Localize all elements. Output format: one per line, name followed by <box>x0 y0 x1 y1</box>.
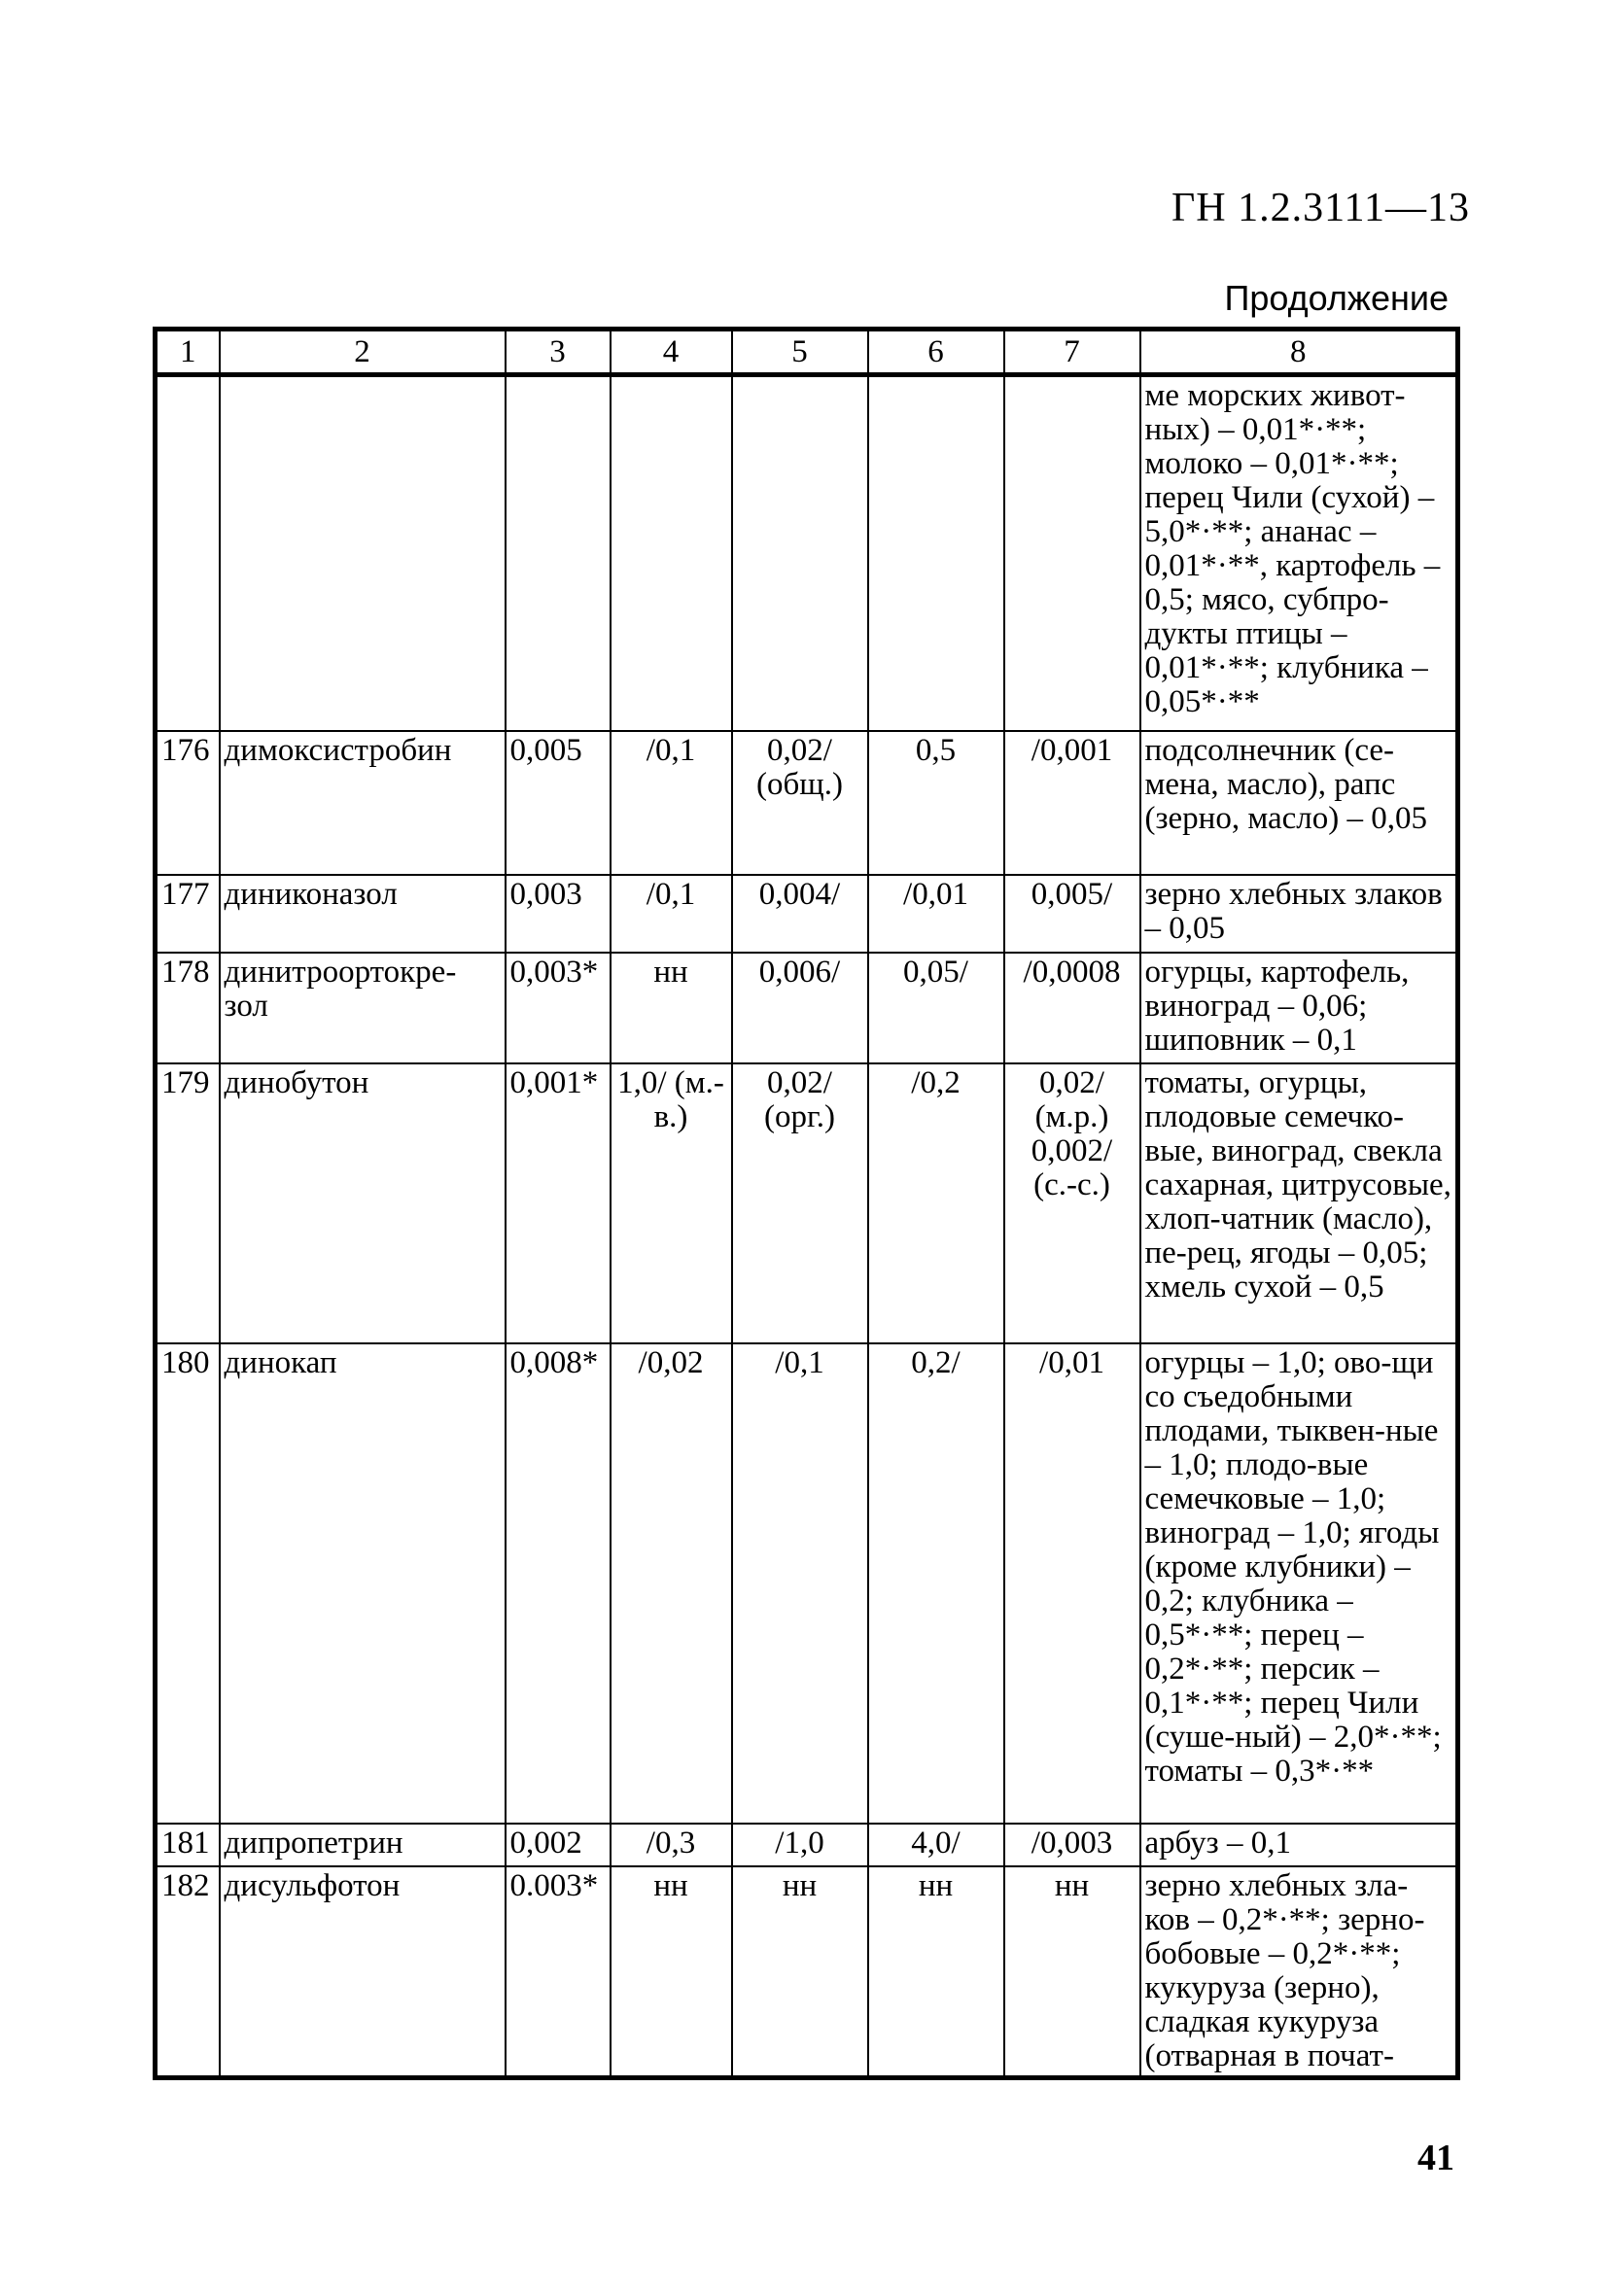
cell-col8: огурцы – 1,0; ово-щи со съедобными плодами, тыквен-ные – 1,0; плодо-вые семечковые – 1,0; виноград – 1,0; ягоды (кроме клубники) – 0,2; клубника – 0,5*·**; перец – 0,2*·**; персик – 0,1*·**; перец Чили (суше-ный) – 2,0*·**; томаты – 0,3*·** <box>1140 1343 1458 1824</box>
continuation-label: Продолжение <box>1224 278 1449 318</box>
table-header-row <box>156 330 1458 375</box>
substance-name: димоксистробин <box>220 731 506 875</box>
cell-col8: ме морских живот-ных) – 0,01*·**; молоко – 0,01*·**; перец Чили (сухой) – 5,0*·**; ананас – 0,01*·**, картофель – 0,5; мясо, субпро-дукты птицы – 0,01*·**; клубника – 0,05*·** <box>1140 375 1458 731</box>
cell-col7: /0,0008 <box>1004 953 1140 1063</box>
row-number: 181 <box>156 1824 220 1866</box>
cell-col5: нн <box>732 1866 868 2078</box>
cell-col6: /0,2 <box>868 1063 1004 1343</box>
row-number: 182 <box>156 1866 220 2078</box>
cell-col6: 0,5 <box>868 731 1004 875</box>
cell-col5: 0,006/ <box>732 953 868 1063</box>
cell-col8: томаты, огурцы, плодовые семечко-вые, виноград, свекла сахарная, цитрусовые, хлоп-чатник (масло), пе-рец, ягоды – 0,05; хмель сухой – 0,5 <box>1140 1063 1458 1343</box>
substance-name: динобутон <box>220 1063 506 1343</box>
cell-col3: 0,001* <box>506 1063 611 1343</box>
cell-col5: 0,02/ (общ.) <box>732 731 868 875</box>
cell-col3: 0,003* <box>506 953 611 1063</box>
table-row <box>156 1866 1458 2078</box>
cell-col8: зерно хлебных зла-ков – 0,2*·**; зерно-бобовые – 0,2*·**; кукуруза (зерно), сладкая кукуруза (отварная в почат‑ <box>1140 1866 1458 2078</box>
cell-col6 <box>868 375 1004 731</box>
table-row <box>156 375 1458 731</box>
row-number <box>156 375 220 731</box>
cell-col7: /0,001 <box>1004 731 1140 875</box>
row-number: 178 <box>156 953 220 1063</box>
cell-col8: арбуз – 0,1 <box>1140 1824 1458 1866</box>
cell-col6: 4,0/ <box>868 1824 1004 1866</box>
cell-col6: 0,2/ <box>868 1343 1004 1824</box>
mrl-table <box>153 327 1460 2080</box>
row-number: 177 <box>156 875 220 953</box>
cell-col8: зерно хлебных злаков – 0,05 <box>1140 875 1458 953</box>
substance-name: динитроортокре-зол <box>220 953 506 1063</box>
table-row <box>156 875 1458 953</box>
substance-name: дипропетрин <box>220 1824 506 1866</box>
cell-col7: 0,005/ <box>1004 875 1140 953</box>
row-number: 179 <box>156 1063 220 1343</box>
cell-col4: /0,3 <box>611 1824 732 1866</box>
column-header: 8 <box>1140 330 1458 375</box>
column-header: 4 <box>611 330 732 375</box>
cell-col4: /0,1 <box>611 875 732 953</box>
column-header: 1 <box>156 330 220 375</box>
page-number: 41 <box>1417 2138 1454 2178</box>
cell-col7: нн <box>1004 1866 1140 2078</box>
column-header: 7 <box>1004 330 1140 375</box>
cell-col7 <box>1004 375 1140 731</box>
cell-col8: подсолнечник (се-мена, масло), рапс (зерно, масло) – 0,05 <box>1140 731 1458 875</box>
column-header: 5 <box>732 330 868 375</box>
cell-col3: 0,002 <box>506 1824 611 1866</box>
cell-col7: /0,003 <box>1004 1824 1140 1866</box>
table-row <box>156 1824 1458 1866</box>
column-header: 3 <box>506 330 611 375</box>
cell-col3: 0,005 <box>506 731 611 875</box>
table-row <box>156 1343 1458 1824</box>
cell-col5: 0,004/ <box>732 875 868 953</box>
cell-col3 <box>506 375 611 731</box>
row-number: 180 <box>156 1343 220 1824</box>
cell-col5 <box>732 375 868 731</box>
column-header: 2 <box>220 330 506 375</box>
cell-col5: /0,1 <box>732 1343 868 1824</box>
column-header: 6 <box>868 330 1004 375</box>
cell-col4: нн <box>611 953 732 1063</box>
cell-col4: 1,0/ (м.-в.) <box>611 1063 732 1343</box>
cell-col6: нн <box>868 1866 1004 2078</box>
cell-col7: /0,01 <box>1004 1343 1140 1824</box>
cell-col4 <box>611 375 732 731</box>
cell-col8: огурцы, картофель, виноград – 0,06; шиповник – 0,1 <box>1140 953 1458 1063</box>
cell-col6: /0,01 <box>868 875 1004 953</box>
cell-col7: 0,02/ (м.р.) 0,002/ (с.-с.) <box>1004 1063 1140 1343</box>
cell-col4: нн <box>611 1866 732 2078</box>
cell-col5: /1,0 <box>732 1824 868 1866</box>
cell-col5: 0,02/ (орг.) <box>732 1063 868 1343</box>
table-row <box>156 1063 1458 1343</box>
substance-name: диниконазол <box>220 875 506 953</box>
row-number: 176 <box>156 731 220 875</box>
document-code: ГН 1.2.3111—13 <box>1171 186 1470 230</box>
cell-col6: 0,05/ <box>868 953 1004 1063</box>
cell-col3: 0.003* <box>506 1866 611 2078</box>
substance-name <box>220 375 506 731</box>
cell-col3: 0,003 <box>506 875 611 953</box>
cell-col4: /0,1 <box>611 731 732 875</box>
cell-col4: /0,02 <box>611 1343 732 1824</box>
table-row <box>156 953 1458 1063</box>
table-row <box>156 731 1458 875</box>
cell-col3: 0,008* <box>506 1343 611 1824</box>
substance-name: дисульфотон <box>220 1866 506 2078</box>
substance-name: динокап <box>220 1343 506 1824</box>
